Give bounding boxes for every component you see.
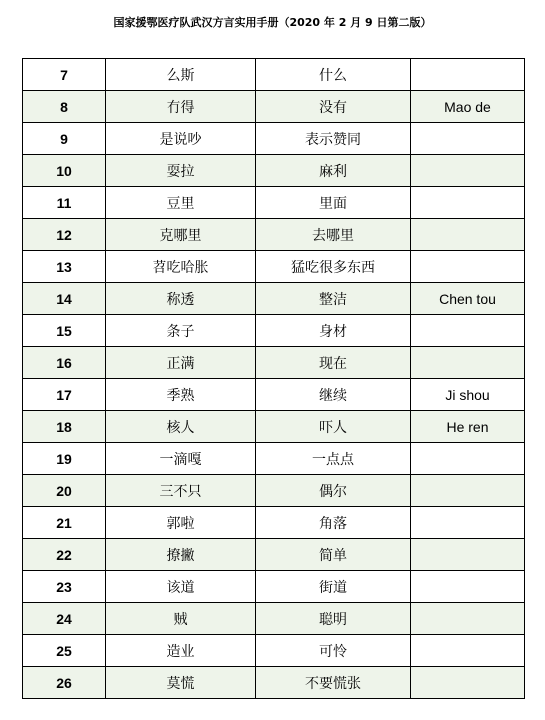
- dialect-term: 耍拉: [106, 155, 256, 187]
- pronunciation: [411, 635, 525, 667]
- pronunciation: [411, 667, 525, 699]
- meaning: 身材: [256, 315, 411, 347]
- table-row: [23, 283, 525, 315]
- pronunciation: [411, 315, 525, 347]
- row-number: 14: [23, 283, 106, 315]
- meaning: 简单: [256, 539, 411, 571]
- table-row: [23, 635, 525, 667]
- table-row: [23, 411, 525, 443]
- table-row: [23, 91, 525, 123]
- meaning: 一点点: [256, 443, 411, 475]
- table-row: [23, 219, 525, 251]
- row-number: 7: [23, 59, 106, 91]
- dialect-term: 么斯: [106, 59, 256, 91]
- row-number: 20: [23, 475, 106, 507]
- pronunciation: [411, 251, 525, 283]
- table-row: [23, 379, 525, 411]
- dialect-term: 苕吃哈胀: [106, 251, 256, 283]
- meaning: 现在: [256, 347, 411, 379]
- meaning: 角落: [256, 507, 411, 539]
- row-number: 24: [23, 603, 106, 635]
- dialect-term: 造业: [106, 635, 256, 667]
- dialect-term: 豆里: [106, 187, 256, 219]
- dialect-term: 季熟: [106, 379, 256, 411]
- row-number: 12: [23, 219, 106, 251]
- pronunciation: He ren: [411, 411, 525, 443]
- meaning: 街道: [256, 571, 411, 603]
- pronunciation: [411, 155, 525, 187]
- dialect-term: 条子: [106, 315, 256, 347]
- table-row: [23, 667, 525, 699]
- table-row: [23, 251, 525, 283]
- dialect-term: 郭啦: [106, 507, 256, 539]
- pronunciation: [411, 571, 525, 603]
- pronunciation: [411, 59, 525, 91]
- meaning: 继续: [256, 379, 411, 411]
- table-row: [23, 187, 525, 219]
- table-row: [23, 155, 525, 187]
- pronunciation: [411, 443, 525, 475]
- meaning: 聪明: [256, 603, 411, 635]
- meaning: 不要慌张: [256, 667, 411, 699]
- meaning: 麻利: [256, 155, 411, 187]
- dialect-term: 一滴嘎: [106, 443, 256, 475]
- pronunciation: [411, 347, 525, 379]
- meaning: 里面: [256, 187, 411, 219]
- table-row: [23, 123, 525, 155]
- pronunciation: [411, 187, 525, 219]
- pronunciation: Chen tou: [411, 283, 525, 315]
- row-number: 23: [23, 571, 106, 603]
- row-number: 19: [23, 443, 106, 475]
- table-row: [23, 603, 525, 635]
- pronunciation: [411, 603, 525, 635]
- meaning: 什么: [256, 59, 411, 91]
- dialect-term: 称透: [106, 283, 256, 315]
- pronunciation: [411, 123, 525, 155]
- pronunciation: [411, 219, 525, 251]
- meaning: 去哪里: [256, 219, 411, 251]
- dialect-table: [22, 58, 525, 699]
- row-number: 18: [23, 411, 106, 443]
- meaning: 猛吃很多东西: [256, 251, 411, 283]
- dialect-term: 撩撇: [106, 539, 256, 571]
- meaning: 可怜: [256, 635, 411, 667]
- table-row: [23, 315, 525, 347]
- row-number: 13: [23, 251, 106, 283]
- row-number: 15: [23, 315, 106, 347]
- row-number: 26: [23, 667, 106, 699]
- meaning: 没有: [256, 91, 411, 123]
- dialect-term: 冇得: [106, 91, 256, 123]
- row-number: 11: [23, 187, 106, 219]
- row-number: 21: [23, 507, 106, 539]
- table-row: [23, 539, 525, 571]
- pronunciation: Ji shou: [411, 379, 525, 411]
- row-number: 25: [23, 635, 106, 667]
- meaning: 表示赞同: [256, 123, 411, 155]
- table-row: [23, 347, 525, 379]
- row-number: 9: [23, 123, 106, 155]
- meaning: 吓人: [256, 411, 411, 443]
- row-number: 22: [23, 539, 106, 571]
- row-number: 17: [23, 379, 106, 411]
- dialect-term: 莫慌: [106, 667, 256, 699]
- dialect-term: 是说吵: [106, 123, 256, 155]
- meaning: 偶尔: [256, 475, 411, 507]
- row-number: 10: [23, 155, 106, 187]
- dialect-term: 正满: [106, 347, 256, 379]
- meaning: 整洁: [256, 283, 411, 315]
- table-row: [23, 475, 525, 507]
- document-title: 国家援鄂医疗队武汉方言实用手册（2020 年 2 月 9 日第二版）: [113, 16, 432, 29]
- table-row: [23, 443, 525, 475]
- pronunciation: [411, 475, 525, 507]
- table-row: [23, 59, 525, 91]
- dialect-term: 三不只: [106, 475, 256, 507]
- row-number: 8: [23, 91, 106, 123]
- dialect-term: 贼: [106, 603, 256, 635]
- pronunciation: [411, 539, 525, 571]
- table-row: [23, 571, 525, 603]
- row-number: 16: [23, 347, 106, 379]
- dialect-term: 核人: [106, 411, 256, 443]
- dialect-term: 该道: [106, 571, 256, 603]
- pronunciation: [411, 507, 525, 539]
- dialect-term: 克哪里: [106, 219, 256, 251]
- table-row: [23, 507, 525, 539]
- pronunciation: Mao de: [411, 91, 525, 123]
